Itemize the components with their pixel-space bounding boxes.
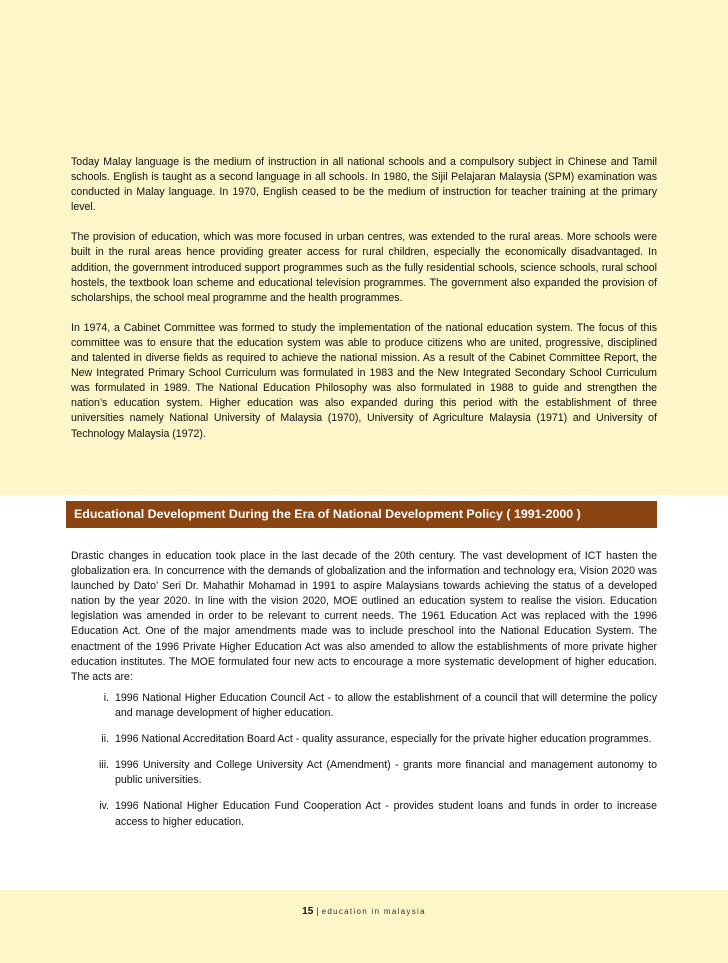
page-footer xyxy=(0,905,728,918)
section-text-block xyxy=(71,549,657,685)
section-title: Educational Development During the Era of National Development Policy ( 1991-2000 ) xyxy=(66,501,657,528)
footer-separator: | xyxy=(316,906,319,916)
list-item xyxy=(71,691,657,721)
page-number: 15 xyxy=(302,906,314,917)
list-item xyxy=(71,758,657,788)
intro-paragraph-2: The provision of education, which was more focused in urban centres, was extended to the rural areas. More schools were built in the rural areas hence providing greater access for rural children, especially the economically disadvantaged. In addition, the government introduced support programmes such as the fully residential schools, science schools, rural school hostels, the textbook loan scheme and educational television programmes. The government also expanded the provision of scholarships, the school meal programme and the health programmes. xyxy=(71,231,657,304)
list-item-text: 1996 National Higher Education Fund Cooperation Act - provides student loans and funds in order to increase access to higher education. xyxy=(115,800,657,828)
list-item-number: i. xyxy=(103,692,109,704)
list-item-number: iv. xyxy=(99,800,109,813)
footer-label: education in malaysia xyxy=(321,907,426,916)
list-item-text: 1996 National Higher Education Council Act - to allow the establishment of a council that will determine the policy and manage development of higher education. xyxy=(115,692,657,720)
footer-background-band xyxy=(0,890,728,963)
intro-paragraph-3: In 1974, a Cabinet Committee was formed to study the implementation of the national education system. The focus of this committee was to ensure that the education system was able to produce citizens who are united, progressive, disciplined and talented in diverse fields as required to achieve the national mission. As a result of the Cabinet Committee Report, the New Integrated Primary School Curriculum was formulated in 1983 and the New Integrated Secondary School Curriculum was formulated in 1989. The National Education Philosophy was also formulated in 1988 to guide and strengthen the nation’s education system. Higher education was also expanded during this period with the establishment of three universities namely National University of Malaysia (1970), University of Agriculture Malaysia (1971) and University of Technology Malaysia (1972). xyxy=(71,321,657,440)
intro-paragraph-1: Today Malay language is the medium of instruction in all national schools and a compulsory subject in Chinese and Tamil schools. English is taught as a second language in all schools. In 1980, the Sijil Pelajaran Malaysia (SPM) examination was conducted in Malay language. In 1970, English ceased to be the medium of instruction for teacher training at the primary level. xyxy=(71,156,657,214)
list-item-number: iii. xyxy=(98,759,109,772)
list-item-text: 1996 University and College University Act (Amendment) - grants more financial and management autonomy to public universities. xyxy=(115,759,657,787)
intro-text-block xyxy=(71,155,657,442)
list-item-text: 1996 National Accreditation Board Act - quality assurance, especially for the private higher education programmes. xyxy=(115,733,652,746)
list-item xyxy=(71,732,657,747)
list-item xyxy=(71,799,657,829)
list-item-number: ii. xyxy=(101,733,109,746)
acts-list xyxy=(71,691,657,841)
section-paragraph: Drastic changes in education took place in the last decade of the 20th century. The vast development of ICT hasten the globalization era. In concurrence with the demands of globalization and the information and technology era, Vision 2020 was launched by Dato’ Seri Dr. Mahathir Mohamad in 1991 to aspire Malaysians towards achieving the status of a developed nation by the year 2020. In line with the vision 2020, MOE outlined an education system to realise the vision. Education legislation was amended in order to be relevant to current needs. The 1961 Education Act was replaced with the 1996 Education Act. One of the major amendments made was to include preschool into the National Education System. The enactment of the 1996 Private Higher Education Act was also amended to allow the establishments of more private higher education institutes. The MOE formulated four new acts to encourage a more systematic development of higher education. The acts are: xyxy=(71,550,657,683)
